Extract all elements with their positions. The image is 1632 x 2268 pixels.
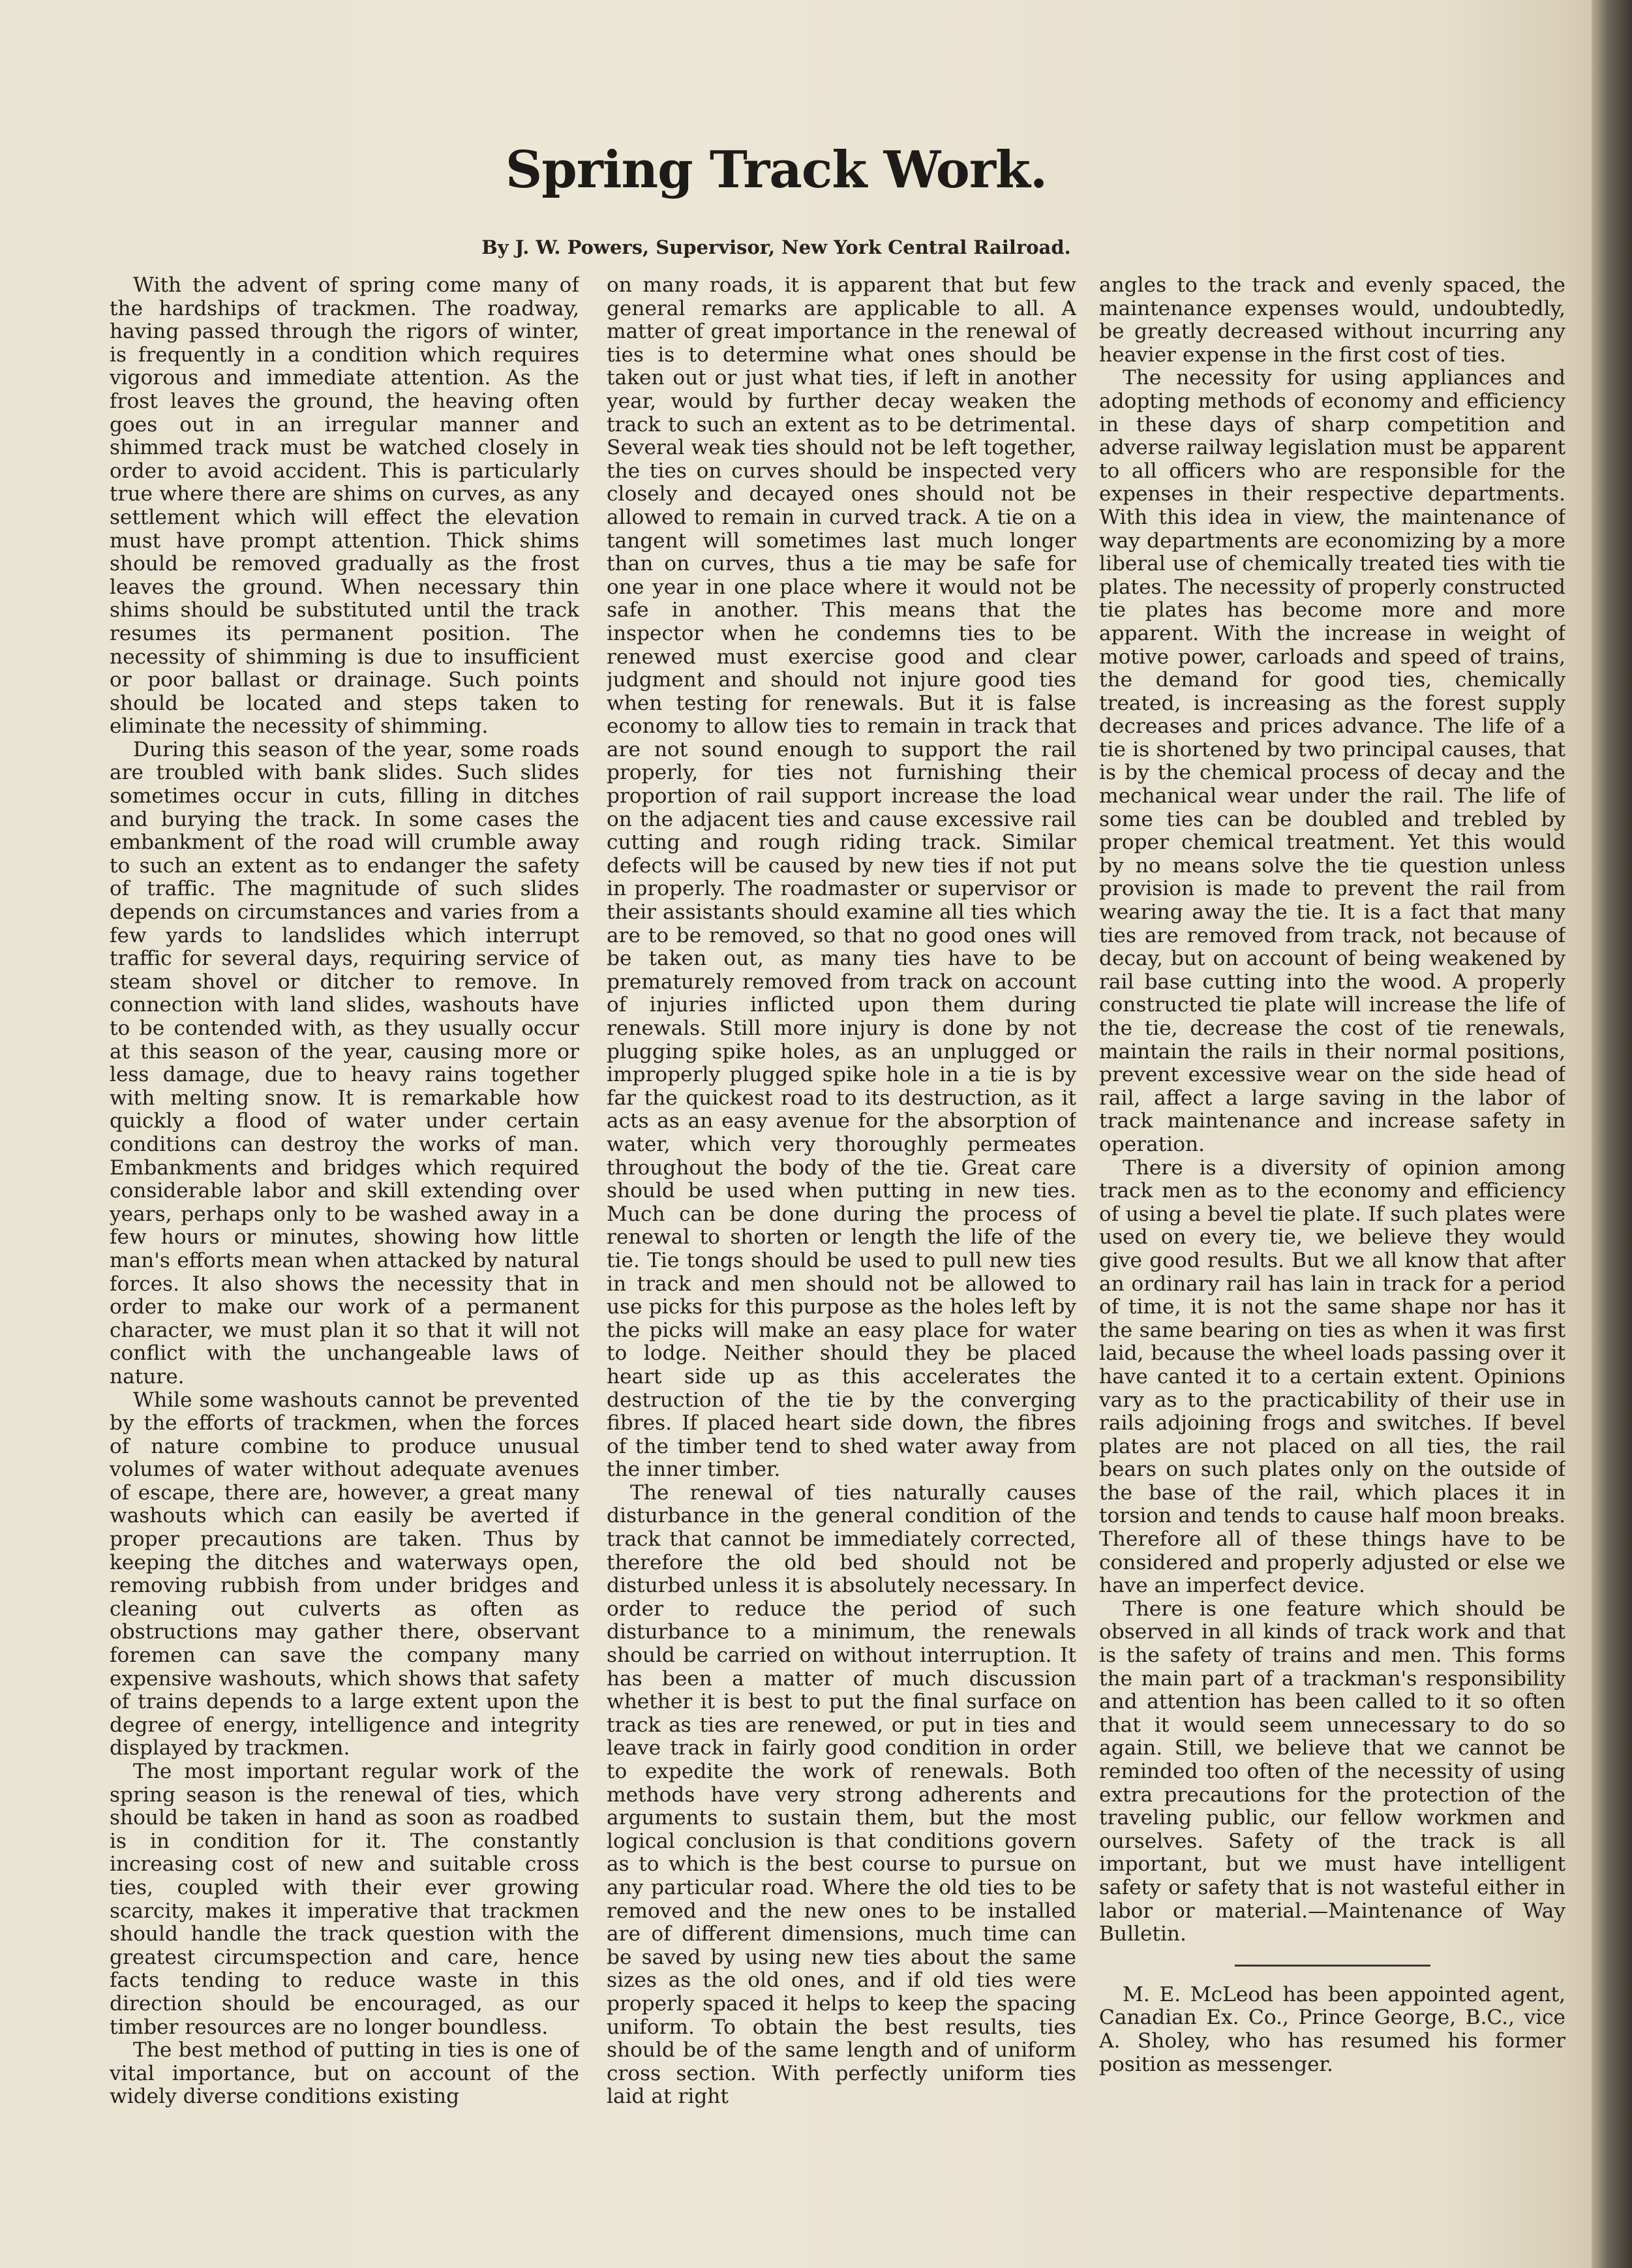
paragraph: There is one feature which should be observed in all kinds of track work and that is the safety of trains and men. This forms the main part of a trackman's responsibility and attention has been called to it so often that it would seem unnecessary to do so again. Still, we believe that we cannot be reminded too often of the necessity of using extra precautions for the protection of the traveling public, our fellow workmen and ourselves. Safety of the track is all important, but we must have intelligent safety or safety that is not wasteful either in labor or material.—Maintenance of Way Bulletin. <box>1099 1597 1565 1946</box>
paragraph: During this season of the year, some roads are troubled with bank slides. Such slides sometimes occur in cuts, filling in ditches and burying the track. In some cases the embankment of the road will crumble away to such an extent as to endanger the safety of traffic. The magnitude of such slides depends on circumstances and varies from a few yards to landslides which interrupt traffic for several days, requiring service of steam shovel or ditcher to remove. In connection with land slides, washouts have to be contended with, as they usually occur at this season of the year, causing more or less damage, due to heavy rains together with melting snow. It is remarkable how quickly a flood of water under certain conditions can destroy the works of man. Embankments and bridges which required considerable labor and skill extending over years, perhaps only to be washed away in a few hours or minutes, showing how little man's efforts mean when attacked by natural forces. It also shows the necessity that in order to make our work of a permanent character, we must plan it so that it will not conflict with the unchangeable laws of nature. <box>110 737 579 1388</box>
text-column-3 <box>1099 274 1565 2147</box>
news-notice: M. E. McLeod has been appointed agent, Canadian Ex. Co., Prince George, B.C., vice A. Sholey, who has resumed his former position as messenger. <box>1099 1982 1565 2076</box>
paragraph: There is a diversity of opinion among track men as to the economy and efficiency of using a bevel tie plate. If such plates were used on every tie, we believe they would give good results. But we all know that after an ordinary rail has lain in track for a period of time, it is not the same shape nor has it the same bearing on ties as when it was first laid, because the wheel loads passing over it have canted it to a certain extent. Opinions vary as to the practicability of their use in rails adjoining frogs and switches. If bevel plates are not placed on all ties, the rail bears on such plates only on the outside of the base of the rail, which places it in torsion and tends to cause half moon breaks. Therefore all of these things have to be considered and properly adjusted or else we have an imperfect device. <box>1099 1156 1565 1598</box>
paragraph-continued: angles to the track and evenly spaced, the maintenance expenses would, undoubtedly, be greatly decreased without incurring any heavier expense in the first cost of ties. <box>1099 274 1565 367</box>
paragraph: The renewal of ties naturally causes disturbance in the general condition of the track that cannot be immediately corrected, therefore the old bed should not be disturbed unless it is absolutely necessary. In order to reduce the period of such disturbance to a minimum, the renewals should be carried on without interruption. It has been a matter of much discussion whether it is best to put the final surface on track as ties are renewed, or put in ties and leave track in fairly good condition in order to expedite the work of renewals. Both methods have very strong adherents and arguments to sustain them, but the most logical conclusion is that conditions govern as to which is the best course to pursue on any particular road. Where the old ties to be removed and the new ones to be installed are of different dimensions, much time can be saved by using new ties about the same sizes as the old ones, and if old ties were properly spaced it helps to keep the spacing uniform. To obtain the best results, ties should be of the same length and of uniform cross section. With perfectly uniform ties laid at right <box>607 1480 1076 2109</box>
article-byline: By J. W. Powers, Supervisor, New York Central Railroad. <box>481 236 1071 258</box>
section-divider <box>1235 1965 1430 1967</box>
paragraph: The necessity for using appliances and adopting methods of economy and efficiency in these days of sharp competition and adverse railway legislation must be apparent to all officers who are responsible for the expenses in their respective departments. With this idea in view, the maintenance of way departments are economizing by a more liberal use of chemically treated ties with tie plates. The necessity of properly constructed tie plates has become more and more apparent. With the increase in weight of motive power, carloads and speed of trains, the demand for good ties, chemically treated, is increasing as the forest supply decreases and prices advance. The life of a tie is shortened by two principal causes, that is by the chemical process of decay and the mechanical wear under the rail. The life of some ties can be doubled and trebled by proper chemical treatment. Yet this would by no means solve the tie question unless provision is made to prevent the rail from wearing away the tie. It is a fact that many ties are removed from track, not because of decay, but on account of being weakened by rail base cutting into the wood. A properly constructed tie plate will increase the life of the tie, decrease the cost of tie renewals, maintain the rails in their normal positions, prevent excessive wear on the side head of rail, affect a large saving in the labor of track maintenance and increase safety in operation. <box>1099 366 1565 1156</box>
paragraph: With the advent of spring come many of the hardships of trackmen. The roadway, having passed through the rigors of winter, is frequently in a condition which requires vigorous and immediate attention. As the frost leaves the ground, the heaving often goes out in an irregular manner and shimmed track must be watched closely in order to avoid accident. This is particularly true where there are shims on curves, as any settlement which will effect the elevation must have prompt attention. Thick shims should be removed gradually as the frost leaves the ground. When necessary thin shims should be substituted until the track resumes its permanent position. The necessity of shimming is due to insufficient or poor ballast or drainage. Such points should be located and steps taken to eliminate the necessity of shimming. <box>110 274 579 739</box>
paragraph-continued: on many roads, it is apparent that but few general remarks are applicable to all. A matter of great importance in the renewal of ties is to determine what ones should be taken out or just what ties, if left in another year, would by further decay weaken the track to such an extent as to be detrimental. Several weak ties should not be left together, the ties on curves should be inspected very closely and decayed ones should not be allowed to remain in curved track. A tie on a tangent will sometimes last much longer than on curves, thus a tie may be safe for one year in one place where it would not be safe in another. This means that the inspector when he condemns ties to be renewed must exercise good and clear judgment and should not injure good ties when testing for renewals. But it is false economy to allow ties to remain in track that are not sound enough to support the rail properly, for ties not furnishing their proportion of rail support increase the load on the adjacent ties and cause excessive rail cutting and rough riding track. Similar defects will be caused by new ties if not put in properly. The roadmaster or supervisor or their assistants should examine all ties which are to be removed, so that no good ones will be taken out, as many ties have to be prematurely removed from track on account of injuries inflicted upon them during renewals. Still more injury is done by not plugging spike holes, as an unplugged or improperly plugged spike hole in a tie is by far the quickest road to its destruction, as it acts as an easy avenue for the absorption of water, which very thoroughly permeates throughout the body of the tie. Great care should be used when putting in new ties. Much can be done during the process of renewal to shorten or length the life of the tie. Tie tongs should be used to pull new ties in track and men should not be allowed to use picks for this purpose as the holes left by the picks will make an easy place for water to lodge. Neither should they be placed heart side up as this accelerates the destruction of the tie by the converging fibres. If placed heart side down, the fibres of the timber tend to shed water away from the inner timber. <box>607 274 1076 1482</box>
article-title: Spring Track Work. <box>505 140 1048 200</box>
binding-shadow <box>1592 0 1632 2268</box>
paragraph: While some washouts cannot be prevented by the efforts of trackmen, when the forces of nature combine to produce unusual volumes of water without adequate avenues of escape, there are, however, a great many washouts which can easily be averted if proper precautions are taken. Thus by keeping the ditches and waterways open, removing rubbish from under bridges and cleaning out culverts as often as obstructions may gather there, observant foremen can save the company many expensive washouts, which shows that safety of trains depends to a large extent upon the degree of energy, intelligence and integrity displayed by trackmen. <box>110 1388 579 1760</box>
paragraph: The most important regular work of the spring season is the renewal of ties, which should be taken in hand as soon as roadbed is in condition for it. The constantly increasing cost of new and suitable cross ties, coupled with their ever growing scarcity, makes it imperative that trackmen should handle the track question with the greatest circumspection and care, hence facts tending to reduce waste in this direction should be encouraged, as our timber resources are no longer boundless. <box>110 1760 579 2039</box>
paragraph: The best method of putting in ties is one of vital importance, but on account of the widely diverse conditions existing <box>110 2038 579 2109</box>
text-column-1 <box>110 274 579 2147</box>
text-column-2 <box>607 274 1076 2147</box>
